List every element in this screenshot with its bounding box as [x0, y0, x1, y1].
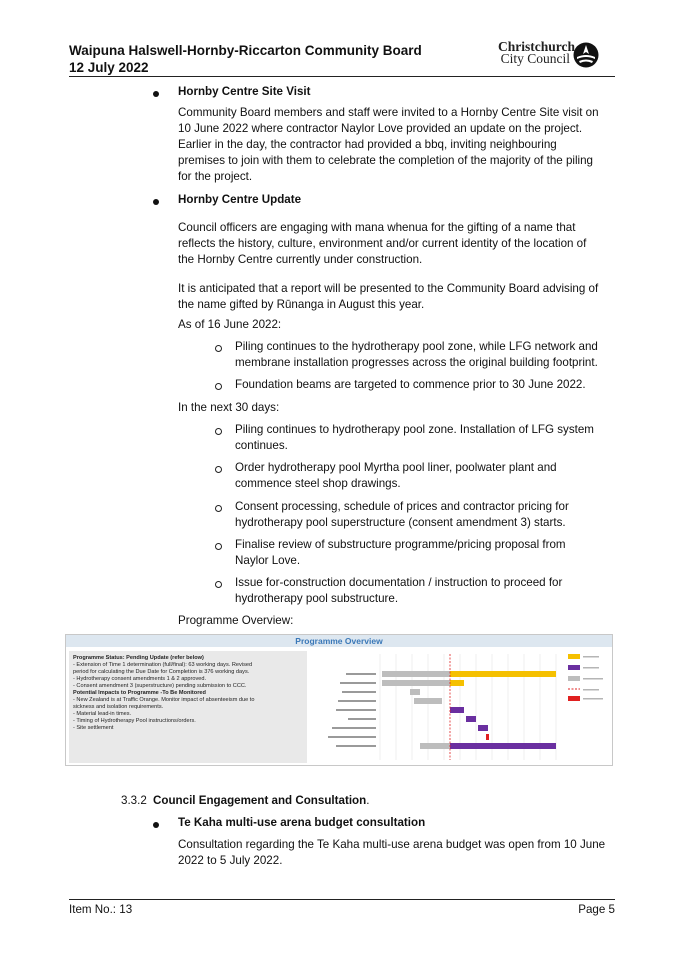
text-line: It is anticipated that a report will be presented to the Community Board advising of [178, 282, 599, 295]
te-kaha-paragraph [178, 837, 618, 869]
text-line: Issue for-construction documentation / instruction to proceed for [235, 576, 563, 589]
section-heading [153, 793, 369, 809]
item-number: Item No.: 13 [69, 903, 133, 916]
impacts-heading: Potential Impacts to Programme -To Be Monitored [73, 690, 206, 696]
text-line: continues. [235, 439, 288, 452]
heading-suffix: . [366, 794, 370, 807]
list-item [235, 537, 566, 569]
board-name: Waipuna Halswell-Hornby-Riccarton Community Board [69, 43, 422, 58]
status-line: - Extension of Time 1 determination (full/final): 63 working days. Revised [73, 662, 253, 668]
text-line: membrane installation progresses across the original building footprint. [235, 356, 598, 369]
sub-bullet-icon [215, 345, 222, 352]
legend-swatch [568, 696, 580, 701]
list-item [235, 339, 598, 371]
sub-bullet-icon [215, 505, 222, 512]
meeting-date: 12 July 2022 [69, 60, 149, 75]
text-line: hydrotherapy pool substructure. [235, 592, 399, 605]
text-line: hydrotherapy pool superstructure (consent amendment 3) starts. [235, 516, 566, 529]
status-line: period for calculating the Due Date for Completion is 376 working days. [73, 669, 250, 675]
impact-line: sickness and isolation requirements. [73, 704, 164, 710]
legend-swatch [568, 665, 580, 670]
site-visit-paragraph [178, 105, 618, 185]
text-line: Naylor Love. [235, 554, 301, 567]
sub-bullet-icon [215, 383, 222, 390]
page-number: Page 5 [578, 903, 615, 916]
text-line: Council officers are engaging with mana whenua for the gifting of a name that [178, 221, 576, 234]
bullet-icon [153, 199, 159, 205]
text-line: for the project. [178, 170, 253, 183]
list-item [235, 575, 562, 607]
as-of-label: As of 16 June 2022: [178, 318, 282, 331]
programme-overview-figure [65, 634, 613, 766]
text-line: Community Board members and staff were invited to a Hornby Centre Site visit on [178, 106, 599, 119]
programme-overview-label: Programme Overview: [178, 614, 294, 627]
sub-bullet-icon [215, 428, 222, 435]
gantt-bar [450, 671, 556, 677]
list-item [235, 422, 594, 454]
text-line: the name gifted by Rūnanga in August this year. [178, 298, 425, 311]
gantt-bar [478, 725, 488, 731]
gantt-bar [410, 689, 420, 695]
text-line: Order hydrotherapy pool Myrtha pool liner, poolwater plant and [235, 461, 557, 474]
gantt-bar [466, 716, 476, 722]
engagement-heading: Council Engagement and Consultation [153, 794, 367, 807]
next-30-days-label: In the next 30 days: [178, 401, 280, 414]
te-kaha-heading: Te Kaha multi-use arena budget consultation [178, 816, 426, 829]
section-number: 3.3.2 [121, 794, 147, 807]
programme-status-panel [69, 651, 307, 763]
update-paragraph-1 [178, 220, 618, 268]
programme-title: Programme Overview [295, 636, 383, 646]
text-line: Foundation beams are targeted to commence prior to 30 June 2022. [235, 378, 586, 391]
christchurch-logo-icon [573, 42, 599, 68]
gantt-chart [310, 648, 610, 764]
footer-rule [69, 899, 615, 900]
status-line: - Consent amendment 3 (superstructure) pending submission to CCC. [73, 683, 247, 689]
list-item [235, 377, 586, 393]
header-rule [69, 76, 615, 77]
gantt-bar [450, 743, 556, 749]
text-line: 2022 to 5 July 2022. [178, 854, 283, 867]
logo-line-1: Christchurch [498, 39, 576, 54]
gantt-bar [450, 680, 464, 686]
status-line: - Hydrotherapy consent amendments 1 & 2 approved. [73, 676, 207, 682]
list-item [235, 460, 557, 492]
text-line: Finalise review of substructure programme/pricing proposal from [235, 538, 566, 551]
text-line: the Hornby Centre currently under construction. [178, 253, 423, 266]
text-line: commence steel shop drawings. [235, 477, 401, 490]
status-heading: Programme Status: Pending Update (refer below) [73, 655, 204, 661]
sub-bullet-icon [215, 543, 222, 550]
impact-line: - Material lead-in times. [73, 711, 132, 717]
text-line: premises to join with them to celebrate the completion of the majority of the piling [178, 154, 594, 167]
text-line: Consent processing, schedule of prices and contractor pricing for [235, 500, 569, 513]
impact-line: - Site settlement [73, 725, 114, 731]
sub-bullet-icon [215, 466, 222, 473]
gantt-bar [414, 698, 442, 704]
text-line: reflects the history, culture, environment and/or current identity of the location of [178, 237, 587, 250]
update-heading: Hornby Centre Update [178, 193, 302, 206]
sub-bullet-icon [215, 581, 222, 588]
text-line: 10 June 2022 where contractor Naylor Love provided an update on the project. [178, 122, 583, 135]
gantt-bar [382, 671, 450, 677]
site-visit-heading: Hornby Centre Site Visit [178, 85, 311, 98]
board-title [69, 42, 422, 76]
bullet-icon [153, 91, 159, 97]
list-item [235, 499, 569, 531]
text-line: Piling continues to the hydrotherapy pool zone, while LFG network and [235, 340, 598, 353]
update-paragraph-2 [178, 281, 618, 313]
legend-swatch [568, 654, 580, 659]
council-logo-text [498, 39, 576, 66]
logo-line-2: City Council [500, 51, 570, 66]
gantt-bar [486, 734, 489, 740]
impact-line: - Timing of Hydrotherapy Pool instructions/orders. [73, 718, 196, 724]
impact-line: - New Zealand is at Traffic Orange. Monitor impact of absenteeism due to [73, 697, 255, 703]
text-line: Piling continues to hydrotherapy pool zone. Installation of LFG system [235, 423, 594, 436]
gantt-bar [420, 743, 450, 749]
text-line: Earlier in the day, the contractor had provided a bbq, inviting neighbouring [178, 138, 557, 151]
bullet-icon [153, 822, 159, 828]
text-line: Consultation regarding the Te Kaha multi-use arena budget was open from 10 June [178, 838, 606, 851]
gantt-bar [450, 707, 464, 713]
legend-swatch [568, 676, 580, 681]
gantt-bar [382, 680, 450, 686]
